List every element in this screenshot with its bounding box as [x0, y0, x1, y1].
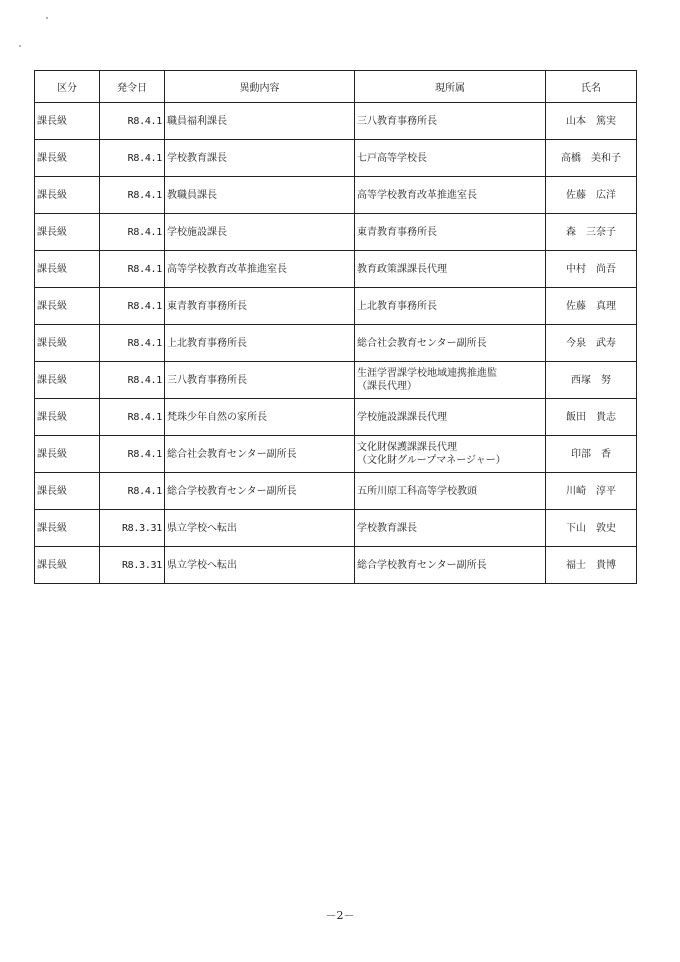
current-post-line: 上北教育事務所長	[357, 300, 437, 312]
current-post-line: 三八教育事務所長	[357, 115, 437, 127]
cell-current	[355, 251, 546, 288]
family-name: 佐藤	[566, 300, 586, 312]
given-name: 貴博	[596, 559, 616, 571]
given-name: 三奈子	[586, 226, 616, 238]
cell-date: R8.4.1	[100, 473, 165, 510]
family-name: 今泉	[566, 337, 586, 349]
family-name: 高橋	[561, 152, 581, 164]
cell-change: 県立学校へ転出	[165, 547, 355, 584]
cell-kubun: 課長級	[35, 547, 100, 584]
header-date: 発令日	[100, 71, 165, 103]
table-row	[35, 103, 637, 140]
cell-name	[546, 214, 637, 251]
cell-change: 上北教育事務所長	[165, 325, 355, 362]
cell-change: 教職員課長	[165, 177, 355, 214]
cell-current	[355, 436, 546, 473]
scan-speck	[19, 45, 21, 47]
cell-change: 総合学校教育センター副所長	[165, 473, 355, 510]
page-number: －2－	[325, 909, 355, 922]
cell-current	[355, 214, 546, 251]
given-name: 真理	[596, 300, 616, 312]
cell-name	[546, 140, 637, 177]
cell-name	[546, 325, 637, 362]
cell-current	[355, 140, 546, 177]
cell-date: R8.4.1	[100, 362, 165, 399]
cell-date: R8.4.1	[100, 214, 165, 251]
current-post-line: 文化財保護課課長代理	[357, 442, 457, 453]
table-row	[35, 399, 637, 436]
cell-name	[546, 103, 637, 140]
family-name: 中村	[566, 263, 586, 275]
cell-current	[355, 288, 546, 325]
family-name: 山本	[566, 115, 586, 127]
table-row	[35, 436, 637, 473]
family-name: 印部	[571, 448, 591, 460]
cell-change: 梵珠少年自然の家所長	[165, 399, 355, 436]
cell-date: R8.4.1	[100, 251, 165, 288]
table-row	[35, 362, 637, 399]
cell-current	[355, 473, 546, 510]
header-change: 異動内容	[165, 71, 355, 103]
table-header-row	[35, 71, 637, 103]
current-post-line: （課長代理）	[357, 381, 417, 392]
cell-name	[546, 288, 637, 325]
cell-change: 東青教育事務所長	[165, 288, 355, 325]
cell-kubun: 課長級	[35, 288, 100, 325]
cell-kubun: 課長級	[35, 325, 100, 362]
cell-change: 職員福利課長	[165, 103, 355, 140]
cell-kubun: 課長級	[35, 251, 100, 288]
family-name: 福士	[566, 559, 586, 571]
cell-name	[546, 510, 637, 547]
cell-name	[546, 362, 637, 399]
given-name: 篤実	[596, 115, 616, 127]
cell-current	[355, 510, 546, 547]
cell-kubun: 課長級	[35, 510, 100, 547]
family-name: 下山	[566, 522, 586, 534]
given-name: 武寿	[596, 337, 616, 349]
scan-speck	[46, 17, 48, 19]
current-post-line: 総合社会教育センター副所長	[357, 337, 487, 349]
table-body	[35, 103, 637, 584]
given-name: 貴志	[596, 411, 616, 423]
family-name: 川崎	[566, 485, 586, 497]
cell-kubun: 課長級	[35, 214, 100, 251]
cell-kubun: 課長級	[35, 140, 100, 177]
family-name: 森	[566, 226, 576, 238]
cell-date: R8.4.1	[100, 288, 165, 325]
table-row	[35, 214, 637, 251]
personnel-table	[34, 70, 637, 584]
cell-change: 総合社会教育センター副所長	[165, 436, 355, 473]
cell-kubun: 課長級	[35, 399, 100, 436]
cell-date: R8.3.31	[100, 547, 165, 584]
cell-name	[546, 473, 637, 510]
given-name: 尚吾	[596, 263, 616, 275]
cell-current	[355, 399, 546, 436]
given-name: 努	[601, 374, 611, 386]
current-post-line: 生涯学習課学校地域連携推進監	[357, 368, 497, 379]
cell-name	[546, 251, 637, 288]
cell-date: R8.4.1	[100, 140, 165, 177]
cell-date: R8.4.1	[100, 325, 165, 362]
family-name: 西塚	[571, 374, 591, 386]
cell-date: R8.3.31	[100, 510, 165, 547]
cell-name	[546, 399, 637, 436]
cell-change: 三八教育事務所長	[165, 362, 355, 399]
current-post-line: 教育政策課課長代理	[357, 263, 447, 275]
cell-current	[355, 362, 546, 399]
cell-change: 高等学校教育改革推進室長	[165, 251, 355, 288]
current-post-line: 高等学校教育改革推進室長	[357, 189, 477, 201]
cell-current	[355, 177, 546, 214]
given-name: 淳平	[596, 485, 616, 497]
given-name: 広洋	[596, 189, 616, 201]
cell-current	[355, 547, 546, 584]
cell-name	[546, 177, 637, 214]
given-name: 美和子	[591, 152, 621, 164]
cell-kubun: 課長級	[35, 177, 100, 214]
cell-change: 学校教育課長	[165, 140, 355, 177]
current-post-line: （文化財グループマネージャー）	[357, 455, 506, 466]
current-post-line: 総合学校教育センター副所長	[357, 559, 487, 571]
cell-date: R8.4.1	[100, 399, 165, 436]
table-row	[35, 473, 637, 510]
current-post-line: 七戸高等学校長	[357, 152, 427, 164]
family-name: 佐藤	[566, 189, 586, 201]
cell-current	[355, 325, 546, 362]
header-kubun: 区分	[35, 71, 100, 103]
cell-kubun: 課長級	[35, 436, 100, 473]
current-post-line: 五所川原工科高等学校教頭	[357, 485, 477, 497]
table-row	[35, 288, 637, 325]
given-name: 敦史	[596, 522, 616, 534]
current-post-line: 学校施設課課長代理	[357, 411, 447, 423]
table-row	[35, 547, 637, 584]
given-name: 香	[601, 448, 611, 460]
family-name: 飯田	[566, 411, 586, 423]
cell-change: 県立学校へ転出	[165, 510, 355, 547]
cell-date: R8.4.1	[100, 103, 165, 140]
cell-change: 学校施設課長	[165, 214, 355, 251]
table-row	[35, 251, 637, 288]
table-row	[35, 510, 637, 547]
table-row	[35, 325, 637, 362]
cell-date: R8.4.1	[100, 436, 165, 473]
cell-current	[355, 103, 546, 140]
cell-name	[546, 436, 637, 473]
cell-date: R8.4.1	[100, 177, 165, 214]
table-row	[35, 140, 637, 177]
cell-kubun: 課長級	[35, 473, 100, 510]
table-row	[35, 177, 637, 214]
header-current: 現所属	[355, 71, 546, 103]
current-post-line: 東青教育事務所長	[357, 226, 437, 238]
header-name: 氏名	[546, 71, 637, 103]
current-post-line: 学校教育課長	[357, 522, 417, 534]
cell-kubun: 課長級	[35, 103, 100, 140]
cell-kubun: 課長級	[35, 362, 100, 399]
cell-name	[546, 547, 637, 584]
